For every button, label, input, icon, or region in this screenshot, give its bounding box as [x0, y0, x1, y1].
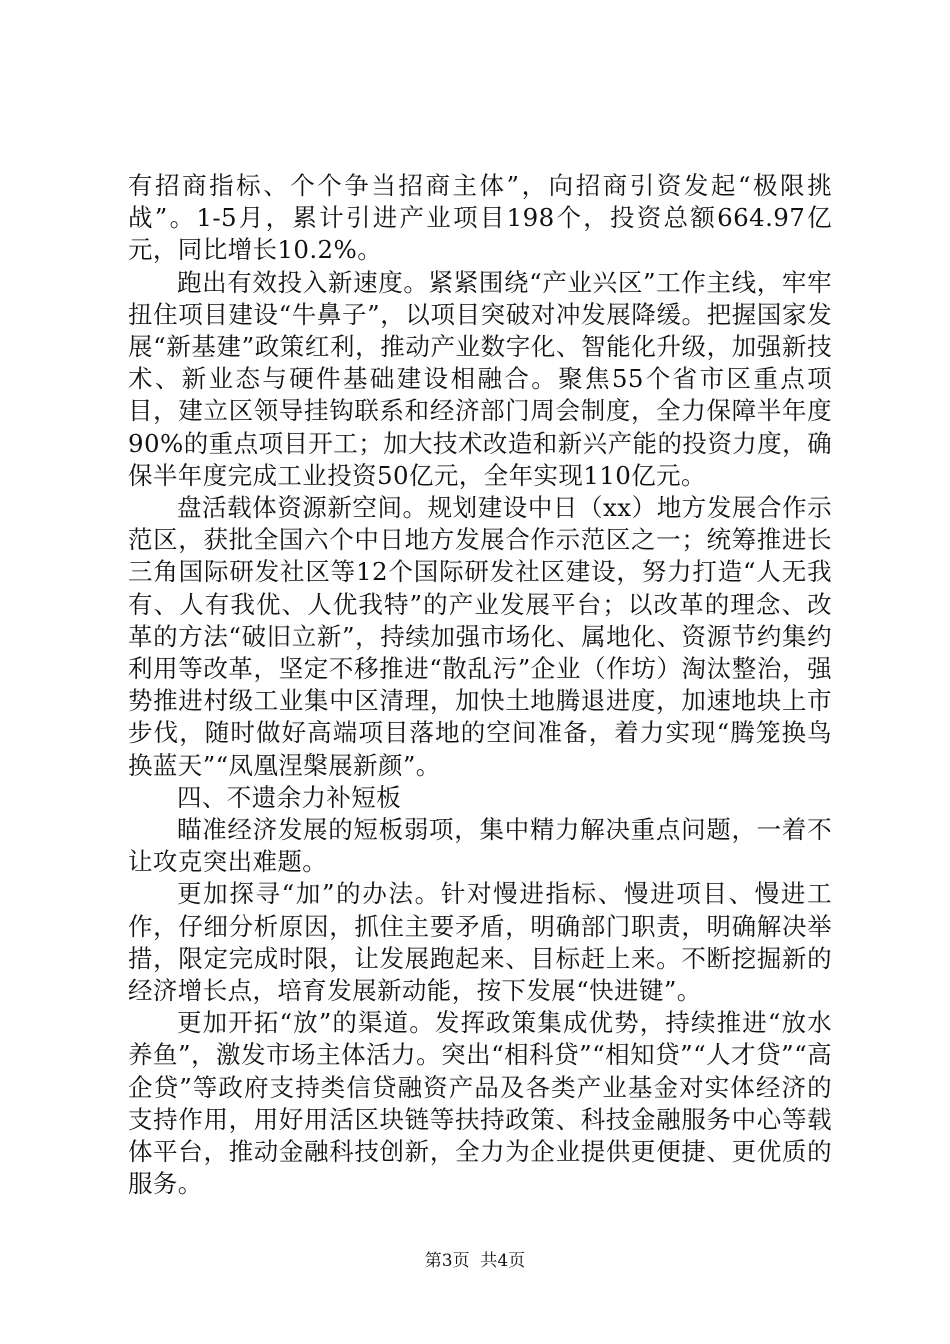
paragraph: 更加探寻“加”的办法。针对慢进指标、慢进项目、慢进工作，仔细分析原因，抓住主要矛盾，明确部门职责，明确解决举措，限定完成时限，让发展跑起来、目标赶上来。不断挖掘新的经济增长点，培育发展新动能，按下发展“快进键”。 [128, 879, 832, 1006]
paragraph: 瞄准经济发展的短板弱项，集中精力解决重点问题，一着不让攻克突出难题。 [128, 815, 832, 877]
document-body [128, 170, 832, 1201]
section-heading: 四、不遗余力补短板 [177, 782, 402, 812]
paragraph: 有招商指标、个个争当招商主体”，向招商引资发起“极限挑战”。1-5月，累计引进产业项目198个，投资总额664.97亿元，同比增长10.2%。 [128, 171, 832, 265]
paragraph: 跑出有效投入新速度。紧紧围绕“产业兴区”工作主线，牢牢扭住项目建设“牛鼻子”，以项目突破对冲发展降缓。把握国家发展“新基建”政策红利，推动产业数字化、智能化升级，加强新技术、新业态与硬件基础建设相融合。聚焦55个省市区重点项目，建立区领导挂钩联系和经济部门周会制度，全力保障半年度90%的重点项目开工；加大技术改造和新兴产能的投资力度，确保半年度完成工业投资50亿元，全年实现110亿元。 [128, 267, 832, 490]
paragraph: 盘活载体资源新空间。规划建设中日（xx）地方发展合作示范区，获批全国六个中日地方发展合作示范区之一；统筹推进长三角国际研发社区等12个国际研发社区建设，努力打造“人无我有、人有我优、人优我特”的产业发展平台；以改革的理念、改革的方法“破旧立新”，持续加强市场化、属地化、资源节约集约利用等改革，坚定不移推进“散乱污”企业（作坊）淘汰整治，强势推进村级工业集中区清理，加快土地腾退进度，加速地块上市步伐，随时做好高端项目落地的空间准备，着力实现“腾笼换鸟换蓝天”“凤凰涅槃展新颜”。 [128, 493, 832, 780]
paragraph: 更加开拓“放”的渠道。发挥政策集成优势，持续推进“放水养鱼”，激发市场主体活力。突出“相科贷”“相知贷”“人才贷”“高企贷”等政府支持类信贷融资产品及各类产业基金对实体经济的支持作用，用好用活区块链等扶持政策、科技金融服务中心等载体平台，推动金融科技创新，全力为企业提供更便捷、更优质的服务。 [128, 1008, 832, 1199]
page-number-footer: 第3页 共4页 [424, 1251, 526, 1271]
